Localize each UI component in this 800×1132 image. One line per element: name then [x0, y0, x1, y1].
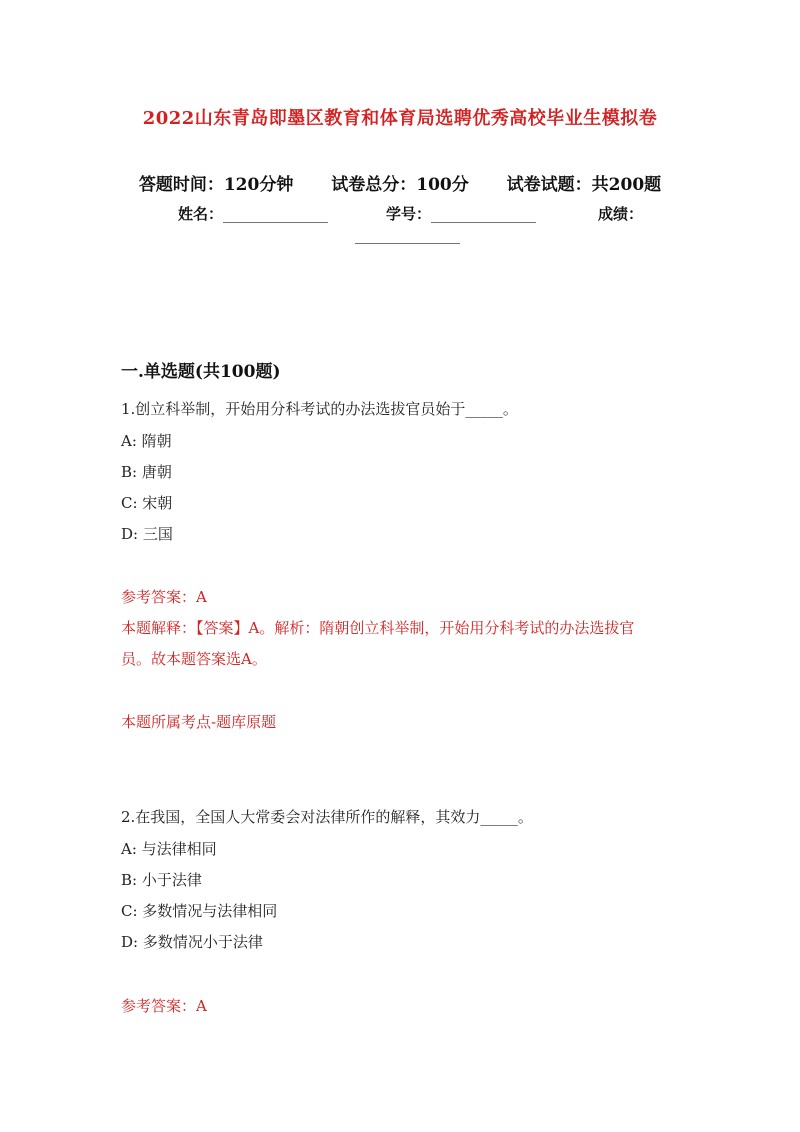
document-title: 2022山东青岛即墨区教育和体育局选聘优秀高校毕业生模拟卷 — [142, 108, 658, 129]
question-1-option-b: B: 唐朝 — [121, 463, 172, 481]
id-label: 学号： — [386, 205, 432, 223]
question-1-source: 本题所属考点-题库原题 — [121, 713, 277, 731]
grade-field — [598, 203, 643, 224]
exam-total-score: 试卷总分：100分 — [331, 175, 469, 195]
id-field — [386, 203, 536, 224]
name-blank: ______________ — [223, 205, 329, 223]
question-1-explanation-line-1: 本题解释：【答案】A。解析：隋朝创立科举制，开始用分科考试的办法选拔官 — [121, 619, 635, 637]
exam-question-count: 试卷试题：共200题 — [506, 175, 662, 195]
section-title: 一.单选题(共100题) — [121, 362, 281, 382]
id-blank: ______________ — [431, 205, 537, 223]
question-2-option-a: A: 与法律相同 — [121, 840, 217, 858]
question-1-stem: 1.创立科举制，开始用分科考试的办法选拔官员始于_____。 — [121, 400, 518, 418]
exam-meta — [0, 170, 800, 195]
question-1-option-c: C: 宋朝 — [121, 494, 173, 512]
question-1-option-d: D: 三国 — [121, 525, 173, 543]
question-2-option-b: B: 小于法律 — [121, 871, 202, 889]
grade-blank: ______________ — [355, 226, 460, 244]
question-2-option-c: C: 多数情况与法律相同 — [121, 902, 278, 920]
question-2-answer: 参考答案：A — [121, 997, 207, 1015]
name-label: 姓名： — [178, 205, 224, 223]
question-1-explanation-line-2: 员。故本题答案选A。 — [121, 650, 267, 668]
grade-label: 成绩： — [598, 205, 644, 223]
exam-time: 答题时间：120分钟 — [138, 175, 294, 195]
question-1-answer: 参考答案：A — [121, 588, 207, 606]
question-1-option-a: A: 隋朝 — [121, 432, 172, 450]
question-2-option-d: D: 多数情况小于法律 — [121, 933, 263, 951]
question-2-stem: 2.在我国，全国人大常委会对法律所作的解释，其效力_____。 — [121, 808, 533, 826]
name-field — [178, 203, 328, 224]
